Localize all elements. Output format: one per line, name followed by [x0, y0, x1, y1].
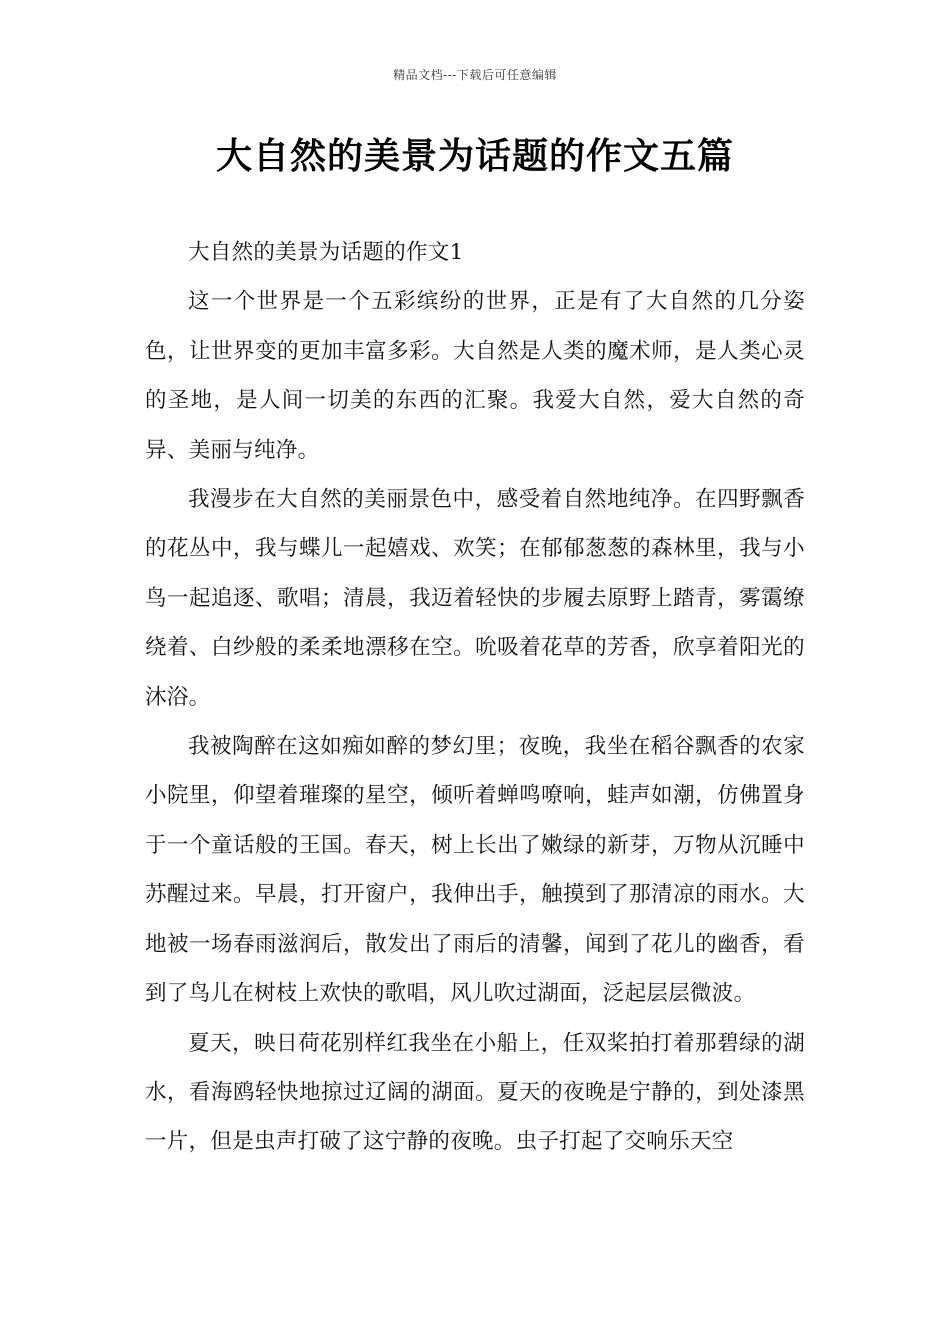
page-header: 精品文档---下载后可任意编辑 [393, 68, 557, 82]
document-body [145, 228, 805, 1167]
paragraph: 我漫步在大自然的美丽景色中，感受着自然地纯净。在四野飘香的花丛中，我与蝶儿一起嬉戏、欢笑；在郁郁葱葱的森林里，我与小鸟一起追逐、歌唱；清晨，我迈着轻快的步履去原野上踏青，雾霭缭绕着、白纱般的柔柔地漂移在空。吮吸着花草的芳香，欣享着阳光的沐浴。 [145, 487, 805, 710]
document-title: 大自然的美景为话题的作文五篇 [215, 136, 734, 177]
paragraph: 这一个世界是一个五彩缤纷的世界，正是有了大自然的几分姿色，让世界变的更加丰富多彩。大自然是人类的魔术师，是人类心灵的圣地，是人间一切美的东西的汇聚。我爱大自然，爱大自然的奇异、美丽与纯净。 [145, 289, 805, 463]
paragraph: 我被陶醉在这如痴如醉的梦幻里；夜晚，我坐在稻谷飘香的农家小院里，仰望着璀璨的星空，倾听着蝉鸣嘹响，蛙声如潮，仿佛置身于一个童话般的王国。春天，树上长出了嫩绿的新芽，万物从沉睡中苏醒过来。早晨，打开窗户，我伸出手，触摸到了那清凉的雨水。大地被一场春雨滋润后，散发出了雨后的清馨，闻到了花儿的幽香，看到了鸟儿在树枝上欢快的歌唱，风儿吹过湖面，泛起层层微波。 [145, 734, 805, 1007]
essay-subtitle: 大自然的美景为话题的作文1 [188, 240, 464, 265]
paragraph: 夏天，映日荷花别样红我坐在小船上，任双桨拍打着那碧绿的湖水，看海鸥轻快地掠过辽阔的湖面。夏天的夜晚是宁静的，到处漆黑一片，但是虫声打破了这宁静的夜晚。虫子打起了交响乐天空 [145, 1030, 805, 1155]
